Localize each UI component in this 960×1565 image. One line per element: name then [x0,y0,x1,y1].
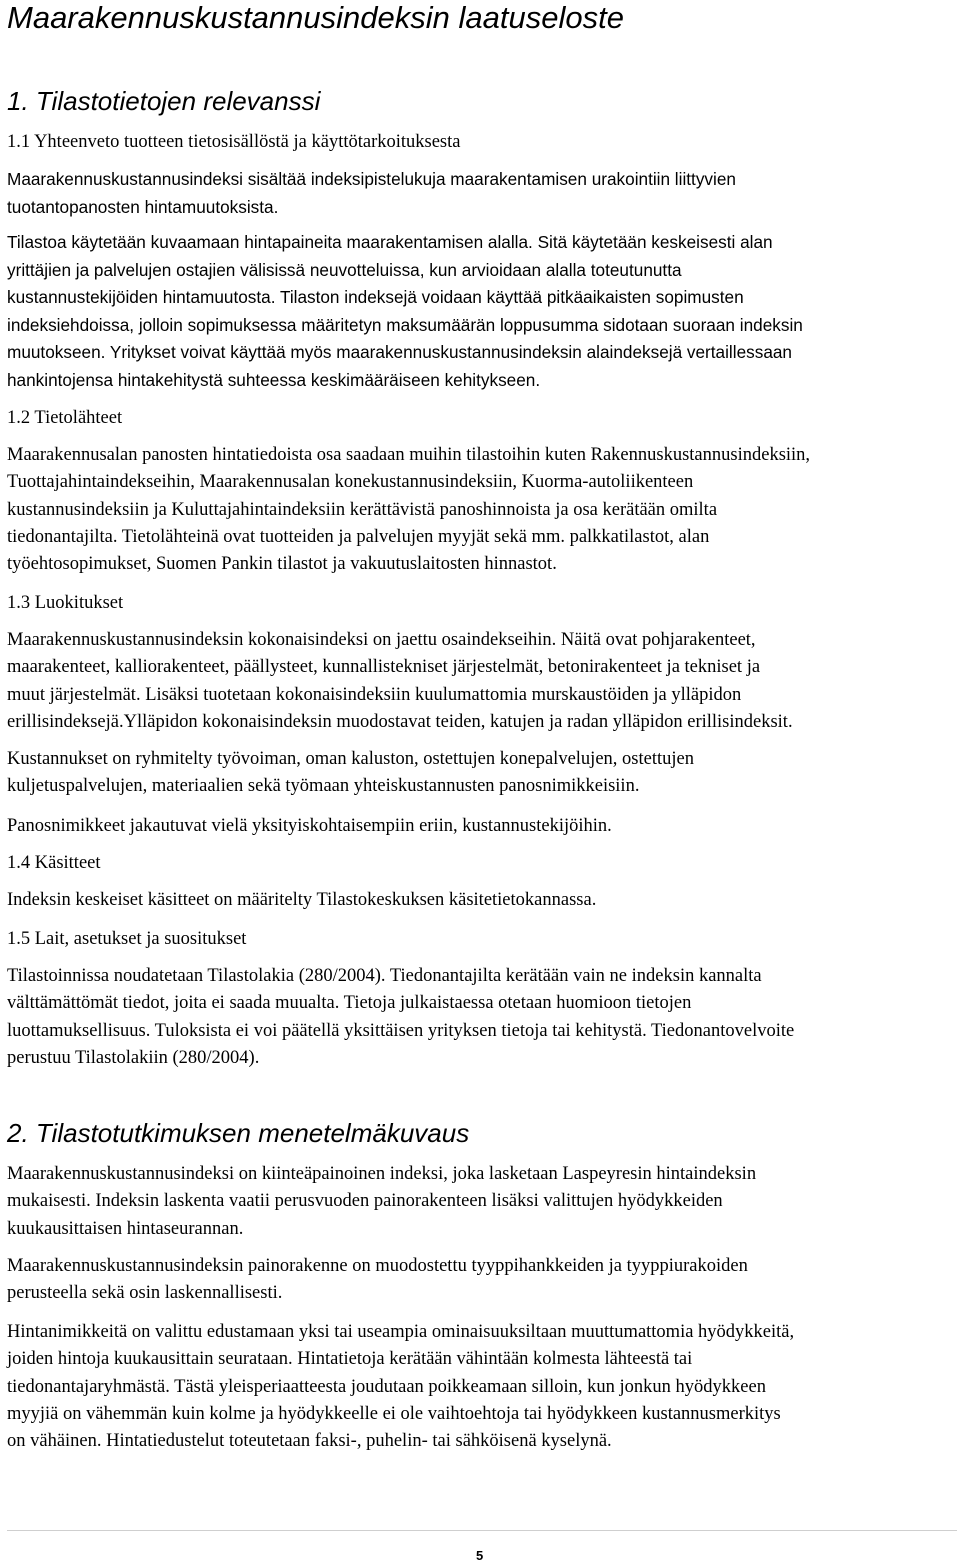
text-line: Tilastoinnissa noudatetaan Tilastolakia (280/2004). Tiedonantajilta kerätään vain ne indeksin kannalta [7,966,762,986]
text-line: maarakenteet, kalliorakenteet, päällysteet, kunnallistekniset järjestelmät, betonirakenteet ja tekniset ja [7,657,761,678]
text-line: muutokseen. Yritykset voivat käyttää myös maarakennuskustannusindeksin alaindeksejä vertaillessaan [7,342,792,362]
subsection-1-1-paragraph-2 [7,229,803,394]
subsection-1-3-paragraph-1 [7,627,793,736]
text-line: Maarakennuskustannusindeksin painorakenne on muodostettu tyyppihankkeiden ja tyyppiurakoiden [7,1256,748,1276]
text-line: Maarakennuskustannusindeksin kokonaisindeksi on jaettu osaindekseihin. Näitä ovat pohjarakenteet, [7,630,756,650]
text-line: Maarakennusalan panosten hintatiedoista osa saadaan muihin tilastoihin kuten Rakennuskustannusindeksiin, [7,445,811,465]
text-line: tiedonantajaryhmästä. Tästä yleisperiaatteesta joudutaan poikkeamaan silloin, kun jonkun hyödykkeen [7,1376,766,1397]
text-line: joiden hintoja kuukausittain seurataan. Hintatietoja kerätään vähintään kolmesta lähteestä tai [7,1349,693,1370]
text-line: Maarakennuskustannusindeksi sisältää indeksipistelukuja maarakentamisen urakointiin liittyvien [7,169,736,189]
section-2-paragraph-3 [7,1319,794,1455]
text-line: Panosnimikkeet jakautuvat vielä yksityiskohtaisempiin eriin, kustannustekijöihin. [7,816,612,836]
subsection-1-1-heading: 1.1 Yhteenveto tuotteen tietosisällöstä ja käyttötarkoituksesta [7,132,461,152]
text-line: muut järjestelmät. Lisäksi tuotetaan kokonaisindeksiin kuulumattomia murskaustöiden ja ylläpidon [7,684,742,705]
text-line: on vähäinen. Hintatiedustelut toteutetaan faksi-, puhelin- tai sähköisenä kyselynä. [7,1431,612,1452]
document-title: Maarakennuskustannusindeksin laatuseloste [7,0,624,35]
text-line: kustannustekijöiden hintamuutosta. Tilaston indeksejä voidaan käyttää pitkäaikaisten sopimusten [7,287,744,307]
text-line: kuljetuspalvelujen, materiaalien sekä työmaan yhteiskustannusten panosnimikkeisiin. [7,776,640,797]
text-line: tuotantopanosten hintamuutoksista. [7,196,279,217]
text-line: indeksiehdoissa, jolloin sopimuksessa määritetyn maksumäärän loppusumma sidotaan suoraan indeksin [7,314,803,335]
text-line: kustannusindeksiin ja Kuluttajahintaindeksiin kerättävistä panoshinnoista ja osa kerätään omilta [7,499,718,520]
text-line: tiedonantajilta. Tietolähteinä ovat tuotteiden ja palvelujen myyjät sekä mm. palkkatilastot, alan [7,526,710,547]
text-line: yrittäjien ja palvelujen ostajien välisissä neuvotteluissa, kun arvioidaan alalla toteutunutta [7,259,682,280]
text-line: hankintojensa hintakehitystä suhteessa keskimääräiseen kehitykseen. [7,369,541,390]
text-line: Tuottajahintaindekseihin, Maarakennusalan konekustannusindeksiin, Kuorma-autoliikenteen [7,472,694,493]
section-2-paragraph-2 [7,1253,748,1308]
subsection-1-3-paragraph-3 [7,813,612,840]
text-line: työehtosopimukset, Suomen Pankin tilastot ja vakuutuslaitosten hinnastot. [7,554,557,575]
text-line: myyjiä on vähemmän kuin kolme ja hyödykkeelle ei ole vaihtoehtoja tai hyödykkeen kustannusmerkitys [7,1403,781,1424]
section-2-heading: 2. Tilastotutkimuksen menetelmäkuvaus [7,1118,470,1148]
subsection-1-5-paragraph-1 [7,963,794,1072]
subsection-1-4-heading: 1.4 Käsitteet [7,853,101,873]
page-number: 5 [476,1548,484,1563]
text-line: perusteella sekä osin laskennallisesti. [7,1283,283,1304]
subsection-1-2-paragraph-1 [7,442,810,578]
subsection-1-1-paragraph-1 [7,166,736,221]
subsection-1-5-heading: 1.5 Lait, asetukset ja suositukset [7,929,247,949]
footer-divider [7,1530,957,1531]
text-line: Tilastoa käytetään kuvaamaan hintapaineita maarakentamisen alalla. Sitä käytetään keskeisesti alan [7,232,773,252]
text-line: erillisindeksejä.Ylläpidon kokonaisindeksin muodostavat teiden, katujen ja radan ylläpidon erillisindeksit. [7,711,793,732]
text-line: kuukausittaisen hintaseurannan. [7,1218,244,1239]
text-line: mukaisesti. Indeksin laskenta vaatii perusvuoden painorakenteen lisäksi valittujen hyödykkeiden [7,1191,723,1212]
text-line: Hintanimikkeitä on valittu edustamaan yksi tai useampia ominaisuuksiltaan muuttumattomia hyödykkeitä, [7,1322,795,1342]
subsection-1-3-heading: 1.3 Luokitukset [7,593,124,613]
text-line: Kustannukset on ryhmitelty työvoiman, oman kaluston, ostettujen konepalvelujen, ostettujen [7,749,694,769]
subsection-1-2-heading: 1.2 Tietolähteet [7,408,123,428]
text-line: Indeksin keskeiset käsitteet on määritelty Tilastokeskuksen käsitetietokannassa. [7,890,597,910]
text-line: Maarakennuskustannusindeksi on kiinteäpainoinen indeksi, joka lasketaan Laspeyresin hintaindeksin [7,1164,757,1184]
text-line: luottamuksellisuus. Tuloksista ei voi päätellä yksittäisen yrityksen tietoja tai kehitystä. Tiedonantovelvoite [7,1020,795,1041]
subsection-1-3-paragraph-2 [7,746,694,801]
subsection-1-4-paragraph-1 [7,887,596,914]
section-1-heading: 1. Tilastotietojen relevanssi [7,86,321,116]
text-line: välttämättömät tiedot, joita ei saada muualta. Tietoja julkaistaessa otetaan huomioon tietojen [7,993,692,1014]
section-2-paragraph-1 [7,1161,756,1243]
text-line: perustuu Tilastolakiin (280/2004). [7,1047,260,1068]
